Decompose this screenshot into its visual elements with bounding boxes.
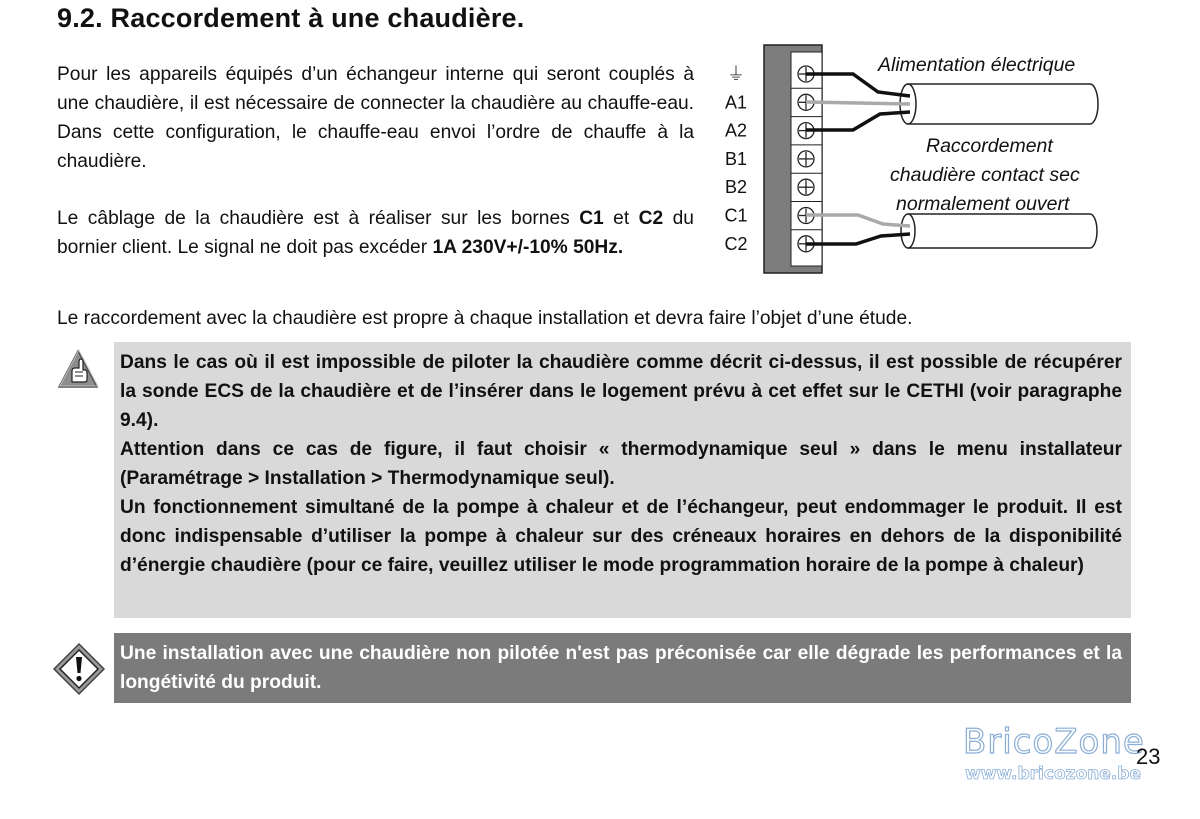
hand-pointing-icon — [53, 349, 103, 389]
page-number: 23 — [1136, 744, 1161, 769]
bricozone-url[interactable]: www.bricozone.be — [965, 764, 1141, 784]
warning-box — [114, 633, 1131, 703]
terminal-labels — [724, 64, 747, 254]
section-title: 9.2. Raccordement à une chaudière. — [57, 3, 525, 33]
terminal-c2-ref: C2 — [638, 208, 664, 229]
note-box — [114, 342, 1131, 618]
intro-paragraph-1: Pour les appareils équipés d’un échangeur interne qui seront couplés à une chaudière, il est nécessaire de connecter la chaudière au chauffe-eau. Dans cette configuration, le chauffe-eau envoi l’ordre de chauffe à la chaudière. — [57, 64, 694, 172]
note-line-3: Un fonctionnement simultané de la pompe à chaleur et de l’échangeur, peut endommager le produit. Il est donc indispensable d’utiliser la pompe à chaleur sur des créneaux horaires en dehors de la disponibilité d’énergie chaudière (pour ce faire, veuillez utiliser le mode programmation horaire de la pompe à chaleur) — [120, 497, 1122, 576]
terminal-label: A2 — [724, 120, 748, 141]
power-cable-body — [908, 84, 1098, 124]
signal-spec: 1A 230V+/-10% 50Hz. — [432, 237, 624, 258]
terminal-label: B2 — [724, 177, 748, 198]
warning-text: Une installation avec une chaudière non pilotée n'est pas préconisée car elle dégrade les performances et la longétivité du produit. — [120, 643, 1122, 693]
warning-diamond-icon — [52, 642, 106, 696]
boiler-cable-end — [901, 214, 915, 248]
terminal-label: B1 — [724, 148, 748, 169]
terminal-label: A1 — [724, 92, 748, 113]
terminal-c1-ref: C1 — [579, 208, 604, 229]
p2-text-and: et — [603, 208, 639, 229]
note-line-1: Dans le cas où il est impossible de piloter la chaudière comme décrit ci-dessus, il est possible de récupérer la sonde ECS de la chaudière et de l’insérer dans le logement prévu à cet effet sur le CETHI (voir paragraphe 9.4). — [120, 352, 1122, 431]
power-supply-label: Alimentation électrique — [878, 54, 1076, 76]
wiring-diagram — [718, 40, 1118, 276]
boiler-cable-body — [908, 214, 1097, 248]
boiler-label-line-2: chaudière contact sec — [890, 164, 1080, 186]
p2-text-mid: du bornier client. Le signal ne doit pas excéder — [57, 208, 694, 258]
intro-paragraph-3: Le raccordement avec la chaudière est propre à chaque installation et devra faire l’objet d’une étude. — [57, 308, 913, 329]
p2-text-start: Le câblage de la chaudière est à réaliser sur les bornes — [57, 208, 580, 229]
intro-paragraph-2 — [57, 204, 694, 262]
terminal-screw-icon — [798, 179, 814, 195]
terminal-label: ⏚ — [727, 64, 745, 84]
boiler-label-line-1: Raccordement — [926, 135, 1053, 157]
terminal-screw-icon — [798, 151, 814, 167]
note-line-2: Attention dans ce cas de figure, il faut choisir « thermodynamique seul » dans le menu installateur (Paramétrage > Installation > Thermodynamique seul). — [120, 439, 1122, 489]
terminal-label: C1 — [724, 205, 748, 226]
bricozone-logo: BricoZone — [963, 722, 1145, 762]
wire-a1 — [806, 102, 910, 104]
terminal-label: C2 — [724, 233, 748, 254]
boiler-label-line-3: normalement ouvert — [896, 193, 1070, 215]
